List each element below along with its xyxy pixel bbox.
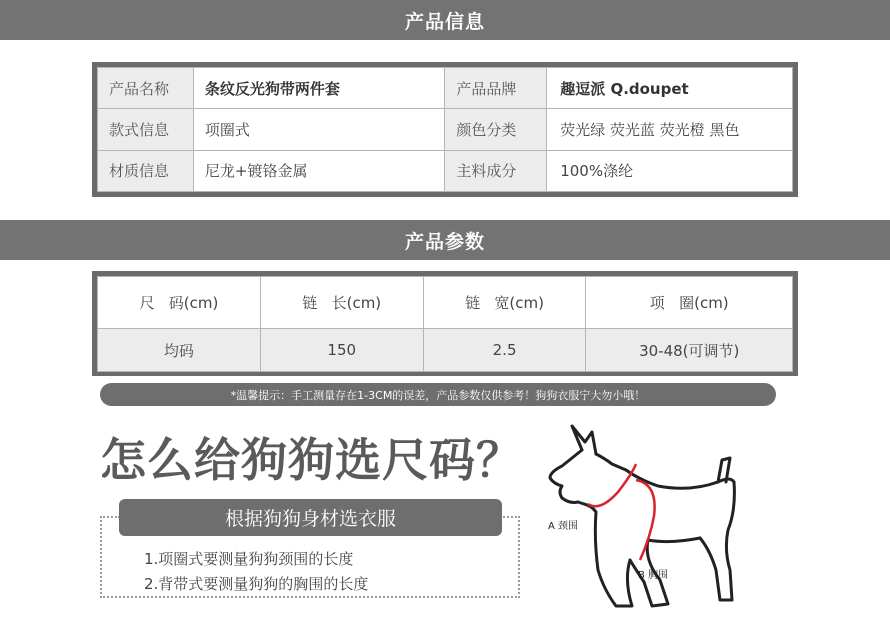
param-value: 2.5	[423, 329, 586, 372]
table-header-row	[98, 277, 793, 329]
param-header: 链 宽(cm)	[423, 277, 586, 329]
param-value: 150	[260, 329, 423, 372]
param-header: 链 长(cm)	[260, 277, 423, 329]
product-params-table	[97, 276, 793, 372]
chest-measure-label: B 胸围	[638, 570, 669, 581]
info-label: 款式信息	[98, 109, 194, 150]
param-header: 项 圈(cm)	[586, 277, 793, 329]
info-value: 项圈式	[193, 109, 445, 150]
info-label: 材质信息	[98, 150, 194, 191]
info-value: 100%涤纶	[547, 150, 793, 191]
neck-measure-label: A 颈围	[548, 521, 579, 532]
info-value: 尼龙+镀铬金属	[193, 150, 445, 191]
dotted-divider	[100, 516, 120, 518]
table-row	[98, 150, 793, 191]
info-label: 产品品牌	[445, 68, 547, 109]
guide-subtitle: 根据狗狗身材选衣服	[119, 499, 502, 536]
param-value: 30-48(可调节)	[586, 329, 793, 372]
table-row	[98, 329, 793, 372]
info-label: 产品名称	[98, 68, 194, 109]
info-value: 荧光绿 荧光蓝 荧光橙 黑色	[547, 109, 793, 150]
guide-step-collar: 1.项圈式要测量狗狗颈围的长度	[144, 550, 354, 568]
product-info-header: 产品信息	[0, 0, 890, 40]
info-value: 条纹反光狗带两件套	[193, 68, 445, 109]
info-value: 趣逗派 Q.doupet	[547, 68, 793, 109]
table-row	[98, 68, 793, 109]
table-row	[98, 109, 793, 150]
size-guide-title: 怎么给狗狗选尺码？	[100, 433, 523, 487]
guide-step-harness: 2.背带式要测量狗狗的胸围的长度	[144, 575, 369, 593]
info-label: 主料成分	[445, 150, 547, 191]
size-tip-banner: *温馨提示：手工测量存在1-3CM的误差，产品参数仅供参考！狗狗衣服宁大勿小哦！	[100, 383, 776, 406]
param-value: 均码	[98, 329, 261, 372]
dotted-divider	[500, 516, 520, 518]
info-label: 颜色分类	[445, 109, 547, 150]
product-info-table	[97, 67, 793, 192]
product-params-header: 产品参数	[0, 220, 890, 260]
param-header: 尺 码(cm)	[98, 277, 261, 329]
